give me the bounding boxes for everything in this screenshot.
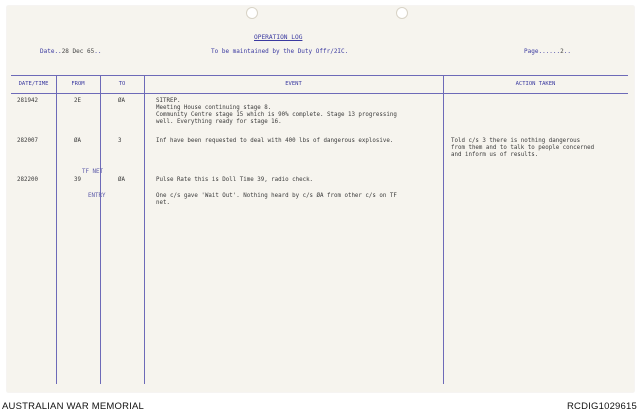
row-from-note: TF NET (82, 169, 103, 175)
column-header-datetime: DATE/TIME (18, 81, 49, 87)
row-event-line: SITREP. (156, 98, 181, 104)
row-datetime: 282200 (17, 177, 38, 183)
row-event-line: well. Everything ready for stage 16. (156, 119, 282, 125)
column-header-from: FROM (71, 81, 85, 87)
footer-source: AUSTRALIAN WAR MEMORIAL (2, 401, 145, 412)
date-trail: .. (94, 48, 102, 55)
column-header-action: ACTION TAKEN (515, 81, 556, 87)
row-from: 2E (74, 98, 81, 104)
page-number-value: 2 (560, 48, 564, 55)
row-event-line: Pulse Rate this is Doll Time 39, radio check. (156, 177, 314, 183)
row-datetime: 282007 (17, 138, 38, 144)
date-field (40, 48, 101, 55)
row-to: ØA (118, 177, 125, 183)
row-event-line: net. (156, 200, 170, 206)
page-number-field: Page......2.. (524, 48, 571, 55)
column-header-to: TO (118, 81, 126, 87)
row-from-note: ENTRY (88, 193, 106, 199)
row-action-line: Told c/s 3 there is nothing dangerous (451, 138, 581, 144)
punch-hole (396, 7, 408, 19)
column-divider (56, 75, 57, 384)
row-from: ØA (74, 138, 81, 144)
page-subtitle: To be maintained by the Duty Offr/2IC. (211, 48, 349, 55)
date-label: Date.. (40, 48, 62, 55)
page-number-label: Page (524, 48, 539, 55)
column-divider (443, 75, 444, 384)
row-to: ØA (118, 98, 125, 104)
table-header-rule (11, 93, 628, 94)
row-action-line: and inform us of results. (451, 152, 539, 158)
footer-record-id: RCDIG1029615 (567, 401, 637, 412)
row-datetime: 281942 (17, 98, 38, 104)
row-from: 39 (74, 177, 81, 183)
row-event-line: Meeting House continuing stage 8. (156, 105, 272, 111)
column-divider (144, 75, 145, 384)
column-header-event: EVENT (285, 81, 302, 87)
column-divider (100, 75, 101, 384)
row-action-line: from them and to talk to people concerned (451, 145, 595, 151)
page-title: OPERATION LOG (254, 34, 303, 41)
punch-hole (246, 7, 258, 19)
row-event-line: Inf have been requested to deal with 400 lbs of dangerous explosive. (156, 138, 394, 144)
date-value: 28 Dec 65 (61, 48, 95, 55)
row-event-line: Community Centre stage 15 which is 90% complete. Stage 13 progressing (156, 112, 397, 118)
row-to: 3 (118, 138, 122, 144)
table-top-rule (11, 75, 628, 76)
row-event-line: One c/s gave 'Wait Out'. Nothing heard by c/s ØA from other c/s on TF (156, 193, 397, 199)
